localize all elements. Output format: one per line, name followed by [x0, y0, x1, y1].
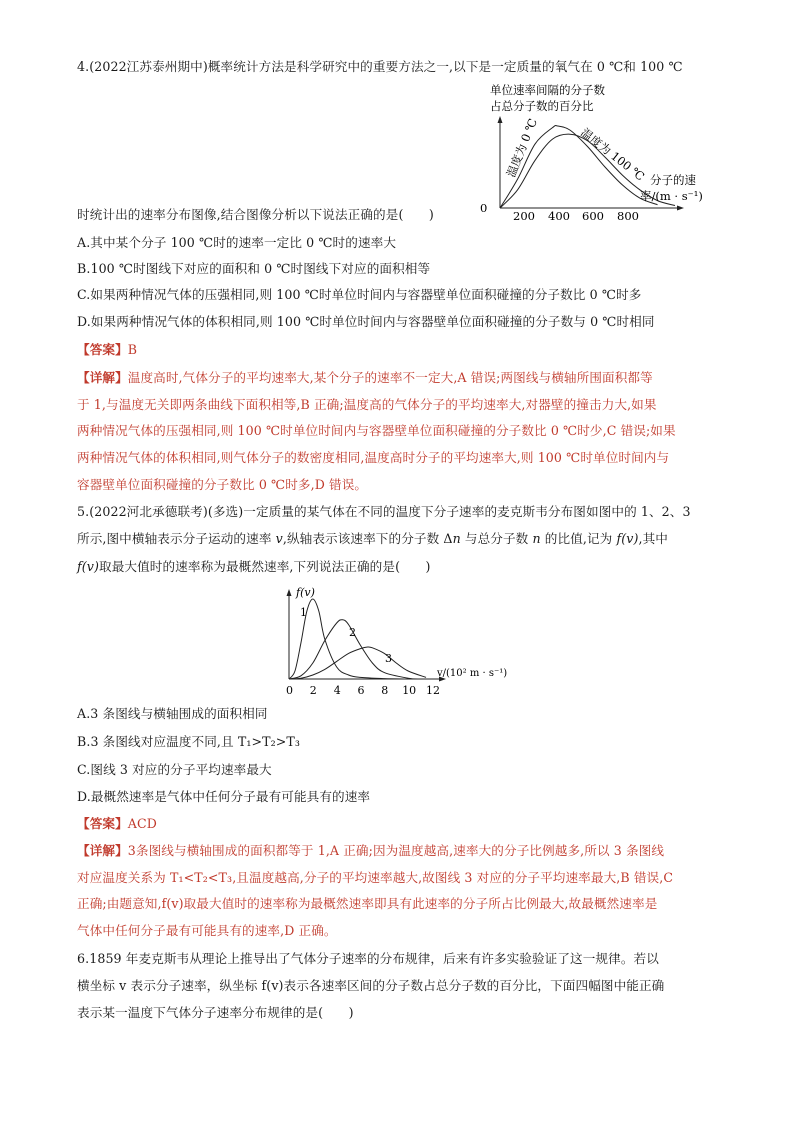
q4-detail-line4: 两种情况气体的体积相同,则气体分子的数密度相同,温度高时分子的平均速率大,则 100 ℃时单位时间内与 — [77, 450, 670, 465]
q4-xtick-800: 800 — [617, 209, 639, 223]
q4-option-c: C.如果两种情况气体的压强相同,则 100 ℃时单位时间内与容器壁单位面积碰撞的分子数比 0 ℃时多 — [77, 287, 642, 302]
q4-detail-tag: 【详解】 — [77, 370, 128, 385]
q4-ylabel-line2: 占总分子数的百分比 — [490, 99, 594, 113]
q6-line3: 表示某一温度下气体分子速率分布规律的是( ) — [77, 1005, 354, 1020]
q5-answer-tag: 【答案】 — [77, 816, 128, 831]
q5-xtick-6: 6 — [357, 684, 365, 697]
q5-answer — [77, 815, 157, 833]
q4-series-100c-label: 温度为 100 ℃ — [578, 125, 648, 184]
q5-xlabel: v/(10² m · s⁻¹) — [437, 668, 508, 679]
q5-chart — [282, 584, 522, 700]
q5-ylabel: f(v) — [296, 586, 315, 599]
q5-series-3-label: 3 — [385, 652, 392, 665]
q5-stem-line3-text: 取最大值时的速率称为最概然速率,下列说法正确的是( ) — [99, 559, 431, 574]
q4-answer-tag: 【答案】 — [77, 342, 128, 357]
q5-detail-line1 — [77, 842, 664, 860]
q5-series-3 — [289, 647, 426, 679]
q4-answer — [77, 341, 137, 359]
q5-stem-n1: n — [452, 531, 461, 546]
q4-x-axis-arrow — [677, 206, 684, 211]
q4-series-0c-label: 温度为 0 ℃ — [503, 116, 541, 180]
q4-origin-label: 0 — [480, 201, 488, 215]
q5-stem-line1: 5.(2022河北承德联考)(多选)一定质量的某气体在不同的温度下分子速率的麦克斯韦分布图如图中的 1、2、3 — [77, 504, 691, 519]
q5-detail-line4: 气体中任何分子最有可能具有的速率,D 正确。 — [77, 923, 337, 938]
q5-stem-line2-c: 与总分子数 — [460, 531, 533, 546]
q4-xlabel-line1: 分子的速 — [650, 173, 696, 187]
q5-stem-line2-a: 所示,图中横轴表示分子运动的速率 — [77, 531, 276, 546]
q4-detail-line3: 两种情况气体的压强相同,则 100 ℃时单位时间内与容器壁单位面积碰撞的分子数比 0 ℃时少,C 错误;如果 — [77, 423, 676, 438]
q4-option-a: A.其中某个分子 100 ℃时的速率一定比 0 ℃时的速率大 — [77, 235, 397, 250]
q4-chart — [470, 80, 720, 223]
q5-answer-value: ACD — [127, 816, 157, 831]
q5-stem-line3 — [77, 558, 431, 576]
q4-xtick-200: 200 — [513, 209, 535, 223]
q4-detail-line1 — [77, 369, 653, 387]
q5-detail-line2: 对应温度关系为 T₁<T₂<T₃,且温度越高,分子的平均速率越大,故图线 3 对应的分子平均速率最大,B 错误,C — [77, 870, 674, 885]
q5-series-2-label: 2 — [349, 626, 356, 639]
q4-ylabel-line1: 单位速率间隔的分子数 — [490, 83, 605, 97]
q5-stem-fv2: f(v) — [77, 559, 100, 574]
q5-stem-n2: n — [532, 531, 541, 546]
q4-xtick-600: 600 — [582, 209, 604, 223]
q4-detail-line2: 于 1,与温度无关即两条曲线下面积相等,B 正确;温度高的气体分子的平均速率大,对器壁的撞击力大,如果 — [77, 397, 657, 412]
q4-y-axis-arrow — [498, 116, 503, 123]
q5-xtick-4: 4 — [333, 684, 341, 697]
q4-stem-line2: 时统计出的速率分布图像,结合图像分析以下说法正确的是( ) — [77, 207, 434, 222]
q5-option-a: A.3 条图线与横轴围成的面积相同 — [77, 706, 268, 721]
q5-option-c: C.图线 3 对应的分子平均速率最大 — [77, 762, 272, 777]
q5-detail-line3: 正确;由题意知,f(v)取最大值时的速率称为最概然速率即具有此速率的分子所占比例最大,故最概然速率是 — [77, 896, 658, 911]
q4-answer-value: B — [127, 342, 138, 357]
q5-xticks — [286, 684, 440, 697]
q5-stem-line2-e: ,其中 — [638, 531, 668, 546]
q5-option-d: D.最概然速率是气体中任何分子最有可能具有的速率 — [77, 789, 371, 804]
q5-xtick-2: 2 — [309, 684, 317, 697]
q4-xtick-400: 400 — [548, 209, 570, 223]
q4-option-d: D.如果两种情况气体的体积相同,则 100 ℃时单位时间内与容器壁单位面积碰撞的分子数与 0 ℃时相同 — [77, 314, 655, 329]
q5-y-axis-arrow — [287, 589, 292, 596]
q5-xtick-12: 12 — [426, 684, 440, 697]
q5-stem-line2-b: ,纵轴表示该速率下的分子数 Δ — [282, 531, 453, 546]
q5-series-1-label: 1 — [300, 606, 307, 619]
q5-detail-tag: 【详解】 — [77, 843, 128, 858]
q4-xlabel-line2: 率/(m · s⁻¹) — [640, 189, 703, 203]
q5-xtick-8: 8 — [381, 684, 389, 697]
q5-option-b: B.3 条图线对应温度不同,且 T₁>T₂>T₃ — [77, 734, 301, 749]
q4-option-b: B.100 ℃时图线下对应的面积和 0 ℃时图线下对应的面积相等 — [77, 261, 431, 276]
q4-detail-text: 温度高时,气体分子的平均速率大,某个分子的速率不一定大,A 错误;两图线与横轴所围面积都等 — [127, 370, 653, 385]
q4-detail-line5: 容器壁单位面积碰撞的分子数比 0 ℃时多,D 错误。 — [77, 477, 368, 492]
q5-stem-v: v — [275, 531, 283, 546]
q5-stem-line2 — [77, 530, 668, 548]
q5-stem-line2-d: 的比值,记为 — [540, 531, 617, 546]
q5-detail-text: 3条图线与横轴围成的面积都等于 1,A 正确;因为温度越高,速率大的分子比例越多,所以 3 条图线 — [127, 843, 665, 858]
q5-xtick-0: 0 — [286, 684, 293, 697]
q6-line1: 6.1859 年麦克斯韦从理论上推导出了气体分子速率的分布规律，后来有许多实验验证了这一规律。若以 — [77, 951, 659, 966]
q5-stem-fv: f(v) — [616, 531, 639, 546]
q5-xtick-10: 10 — [402, 684, 417, 697]
q4-stem-line1: 4.(2022江苏泰州期中)概率统计方法是科学研究中的重要方法之一,以下是一定质量的氧气在 0 ℃和 100 ℃ — [77, 59, 683, 74]
q6-line2: 横坐标 v 表示分子速率，纵坐标 f(v)表示各速率区间的分子数占总分子数的百分比，下面四幅图中能正确 — [77, 978, 665, 993]
